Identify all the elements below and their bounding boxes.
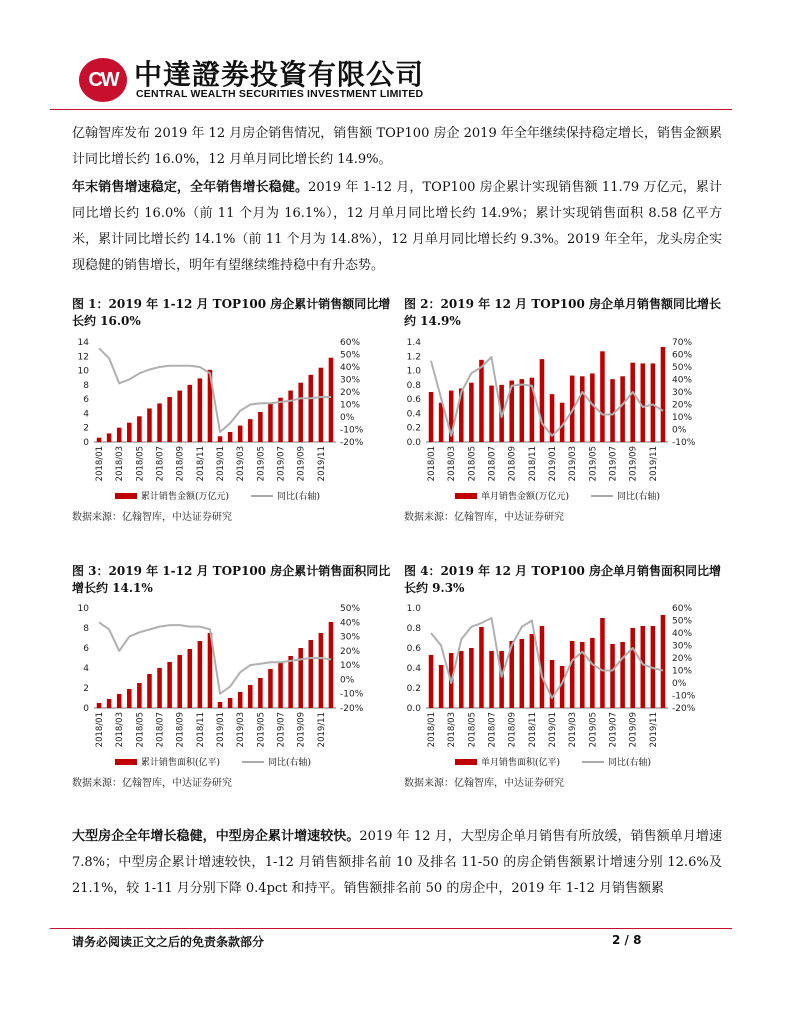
bar-2018/06 xyxy=(479,360,484,442)
bar-2018/03 xyxy=(117,694,122,708)
sales-summary-paragraph xyxy=(72,175,722,279)
left-axis-tick-label: 0.0 xyxy=(406,704,421,714)
right-axis-tick-label: -10% xyxy=(672,438,696,448)
x-tick-label: 2018/07 xyxy=(155,712,166,748)
bar-2019/08 xyxy=(288,656,293,708)
x-tick-label: 2018/01 xyxy=(427,446,438,482)
left-axis-tick-label: 0.8 xyxy=(406,380,421,391)
bar-2019/11 xyxy=(651,363,656,442)
legend-bar-label: 单月销售金额(万亿元) xyxy=(481,492,570,502)
footer-divider xyxy=(50,928,732,929)
left-axis-tick-label: 8 xyxy=(83,380,89,391)
figure-4-source: 数据来源：亿翰智库，中达证券研究 xyxy=(404,778,564,789)
bar-2019/08 xyxy=(288,391,293,442)
bar-2018/05 xyxy=(469,648,474,708)
bar-2018/10 xyxy=(188,385,193,442)
right-axis-tick-label: 30% xyxy=(340,375,361,386)
page-number: 2 / 8 xyxy=(612,933,642,947)
bar-2019/10 xyxy=(641,363,646,442)
bar-2018/01 xyxy=(429,655,434,708)
legend-bar-label: 累计销售金额(万亿元) xyxy=(141,492,230,502)
legend-bar-swatch xyxy=(455,759,477,765)
figure-3-title: 图 3：2019 年 1-12 月 TOP100 房企累计销售面积同比增长约 14.1% xyxy=(72,564,391,595)
figure-4-title: 图 4：2019 年 12 月 TOP100 房企单月销售面积同比增长约 9.3% xyxy=(404,564,721,595)
bar-2019/06 xyxy=(600,618,605,708)
bar-2018/05 xyxy=(137,416,142,442)
right-axis-tick-label: 30% xyxy=(672,388,693,398)
bar-2019/02 xyxy=(228,698,233,708)
left-axis-tick-label: 0.4 xyxy=(406,664,421,674)
figure-2-chart xyxy=(398,332,720,502)
x-tick-label: 2019/07 xyxy=(276,446,287,482)
left-axis-tick-label: 0.4 xyxy=(406,409,421,420)
legend-line-swatch xyxy=(591,495,613,497)
bar-2018/12 xyxy=(540,359,545,442)
bar-2019/06 xyxy=(600,351,605,442)
left-axis-tick-label: 1.4 xyxy=(406,338,421,348)
company-logo-icon: CW xyxy=(79,58,127,102)
x-tick-label: 2018/11 xyxy=(195,712,206,748)
right-axis-tick-label: 10% xyxy=(672,413,693,423)
left-axis-tick-label: 2 xyxy=(83,684,89,694)
bar-2018/08 xyxy=(167,397,172,442)
bar-2019/05 xyxy=(590,373,595,442)
right-axis-tick-label: 10% xyxy=(340,400,361,411)
bar-2018/11 xyxy=(198,641,203,708)
bar-2018/10 xyxy=(520,639,525,708)
x-tick-label: 2018/11 xyxy=(195,446,206,482)
bar-2019/10 xyxy=(309,375,314,442)
x-tick-label: 2019/07 xyxy=(608,712,619,748)
x-tick-label: 2019/11 xyxy=(648,446,659,482)
right-axis-tick-label: 10% xyxy=(340,661,361,672)
figure-3-chart xyxy=(66,598,388,768)
right-axis-tick-label: 50% xyxy=(340,350,361,361)
x-tick-label: 2018/01 xyxy=(95,446,106,482)
bar-2019/01 xyxy=(550,660,555,708)
right-axis-tick-label: 30% xyxy=(672,641,693,652)
bar-2018/10 xyxy=(520,379,525,442)
right-axis-tick-label: 60% xyxy=(672,350,693,361)
legend-bar-label: 单月销售面积(亿平) xyxy=(481,758,561,768)
left-axis-tick-label: 0.6 xyxy=(406,644,421,654)
left-axis-tick-label: 1.2 xyxy=(406,352,421,363)
left-axis-tick-label: 0.2 xyxy=(406,684,421,694)
bar-2019/12 xyxy=(329,622,334,708)
bar-2018/11 xyxy=(198,378,203,442)
x-tick-label: 2018/01 xyxy=(95,712,106,748)
x-tick-label: 2019/03 xyxy=(568,712,579,748)
sales-summary-heading: 年末销售增速稳定，全年销售增长稳健。 xyxy=(72,180,309,195)
right-axis-tick-label: 0% xyxy=(672,679,687,689)
figure-1-chart xyxy=(66,332,388,502)
left-axis-tick-label: 6 xyxy=(83,644,89,654)
legend-bar-label: 累计销售面积(亿平) xyxy=(141,758,221,768)
x-tick-label: 2019/09 xyxy=(296,446,307,482)
header-divider xyxy=(50,109,732,110)
bar-2018/02 xyxy=(439,403,444,442)
right-axis-tick-label: 10% xyxy=(672,666,693,677)
figure-2-title: 图 2：2019 年 12 月 TOP100 房企单月销售额同比增长约 14.9% xyxy=(404,297,721,328)
right-axis-tick-label: 50% xyxy=(672,363,693,373)
bar-2019/12 xyxy=(329,358,334,442)
bar-2018/04 xyxy=(127,423,132,442)
bar-2018/06 xyxy=(147,408,152,442)
x-tick-label: 2019/07 xyxy=(276,712,287,748)
bar-2019/02 xyxy=(228,432,233,442)
bar-2019/06 xyxy=(268,403,273,442)
right-axis-tick-label: 60% xyxy=(672,604,693,614)
x-tick-label: 2018/07 xyxy=(487,712,498,748)
bar-2018/08 xyxy=(167,662,172,708)
figure-1-source: 数据来源：亿翰智库，中达证券研究 xyxy=(72,512,232,523)
x-tick-label: 2019/11 xyxy=(316,712,327,748)
x-tick-label: 2019/09 xyxy=(628,446,639,482)
bar-2019/05 xyxy=(590,638,595,708)
left-axis-tick-label: 0 xyxy=(83,438,89,448)
bar-2019/08 xyxy=(620,376,625,442)
yoy-line xyxy=(431,618,663,698)
bar-2019/05 xyxy=(258,678,263,708)
figure-3-source: 数据来源：亿翰智库，中达证券研究 xyxy=(72,778,232,789)
right-axis-tick-label: 40% xyxy=(672,375,693,386)
bar-2018/09 xyxy=(177,655,182,708)
bar-2018/05 xyxy=(469,383,474,442)
left-axis-tick-label: 14 xyxy=(77,338,89,348)
left-axis-tick-label: 0.2 xyxy=(406,423,421,434)
figure-2-legend xyxy=(455,489,660,502)
bar-2019/04 xyxy=(248,419,253,442)
x-tick-label: 2019/11 xyxy=(648,712,659,748)
right-axis-tick-label: 60% xyxy=(340,338,361,348)
company-size-body: 2019 年 12 月，大型房企单月销售有所放缓，销售额单月增速 7.8%；中型房企累计增速较快，1-12 月销售额排名前 10 及排名 11-50 的房企销售额累计增速分别 12.6%及 21.1%，较 1-11 月分别下降 0.4pct 和持平。销售额排名前 50 的房企中，2019 年 1-12 月销售额累 xyxy=(72,829,722,896)
left-axis-tick-label: 0.8 xyxy=(406,624,421,634)
bar-2018/07 xyxy=(157,403,162,442)
figure-4-chart xyxy=(398,598,720,768)
left-axis-tick-label: 12 xyxy=(77,352,89,363)
left-axis-tick-label: 0.0 xyxy=(406,438,421,448)
bar-2018/08 xyxy=(499,651,504,708)
x-tick-label: 2018/05 xyxy=(135,446,146,482)
bar-2019/12 xyxy=(661,347,666,442)
company-name-cn: 中達證劵投資有限公司 xyxy=(134,58,425,91)
bar-2018/04 xyxy=(459,651,464,708)
left-axis-tick-label: 0 xyxy=(83,704,89,714)
bar-2018/02 xyxy=(107,433,112,442)
bar-2018/06 xyxy=(147,674,152,708)
bar-2018/07 xyxy=(489,386,494,442)
x-tick-label: 2018/03 xyxy=(115,712,126,748)
right-axis-tick-label: 20% xyxy=(672,654,693,664)
legend-line-swatch xyxy=(242,761,264,763)
x-tick-label: 2018/11 xyxy=(527,446,538,482)
x-tick-label: 2019/09 xyxy=(296,712,307,748)
bar-2018/11 xyxy=(530,634,535,708)
bar-2019/01 xyxy=(218,702,223,708)
bar-2018/04 xyxy=(127,689,132,708)
company-size-heading: 大型房企全年增长稳健，中型房企累计增速较快。 xyxy=(72,829,360,844)
figure-3-legend xyxy=(115,755,311,768)
bar-2019/04 xyxy=(580,376,585,442)
bar-2019/06 xyxy=(268,669,273,708)
x-tick-label: 2019/05 xyxy=(256,712,267,748)
bar-2018/02 xyxy=(107,699,112,708)
right-axis-tick-label: 50% xyxy=(340,604,361,614)
bar-2019/07 xyxy=(278,398,283,442)
right-axis-tick-label: 20% xyxy=(672,400,693,411)
right-axis-tick-label: -20% xyxy=(340,704,364,714)
left-axis-tick-label: 8 xyxy=(83,624,89,634)
bar-2018/01 xyxy=(429,392,434,442)
left-axis-tick-label: 10 xyxy=(77,366,89,377)
right-axis-tick-label: 0% xyxy=(672,425,687,436)
x-tick-label: 2018/09 xyxy=(175,712,186,748)
left-axis-tick-label: 6 xyxy=(83,395,89,406)
bar-2018/10 xyxy=(188,649,193,708)
company-name-en: CENTRAL WEALTH SECURITIES INVESTMENT LIMITED xyxy=(136,88,424,100)
right-axis-tick-label: -20% xyxy=(340,438,364,448)
bar-2018/03 xyxy=(117,428,122,442)
right-axis-tick-label: -10% xyxy=(340,689,364,700)
bar-2018/01 xyxy=(97,438,102,442)
x-tick-label: 2018/07 xyxy=(487,446,498,482)
footer-disclaimer: 请务必阅读正文之后的免责条款部分 xyxy=(72,935,265,949)
bar-2019/09 xyxy=(630,628,635,708)
bar-2018/07 xyxy=(489,651,494,708)
right-axis-tick-label: -10% xyxy=(672,691,696,702)
bar-2019/08 xyxy=(620,642,625,708)
right-axis-tick-label: 30% xyxy=(340,632,361,643)
right-axis-tick-label: 0% xyxy=(340,675,355,686)
bar-2019/03 xyxy=(238,692,243,708)
figure-1-legend xyxy=(115,489,320,502)
yoy-line xyxy=(431,357,663,436)
x-tick-label: 2018/03 xyxy=(115,446,126,482)
right-axis-tick-label: 20% xyxy=(340,388,361,398)
figure-4-legend xyxy=(455,755,651,768)
bar-2019/10 xyxy=(309,640,314,708)
x-tick-label: 2019/03 xyxy=(568,446,579,482)
bar-2019/05 xyxy=(258,412,263,442)
right-axis-tick-label: 40% xyxy=(340,618,361,629)
bar-2019/07 xyxy=(278,662,283,708)
x-tick-label: 2018/05 xyxy=(467,446,478,482)
bar-2018/07 xyxy=(157,668,162,708)
right-axis-tick-label: 70% xyxy=(672,338,693,348)
legend-line-label: 同比(右轴) xyxy=(617,492,661,502)
x-tick-label: 2019/11 xyxy=(316,446,327,482)
figure-2-source: 数据来源：亿翰智库，中达证券研究 xyxy=(404,512,564,523)
left-axis-tick-label: 1.0 xyxy=(406,604,421,614)
legend-bar-swatch xyxy=(455,493,477,499)
legend-line-swatch xyxy=(582,761,604,763)
x-tick-label: 2019/09 xyxy=(628,712,639,748)
bar-2019/09 xyxy=(298,383,303,442)
intro-paragraph: 亿翰智库发布 2019 年 12 月房企销售情况，销售额 TOP100 房企 2019 年全年继续保持稳定增长，销售金额累计同比增长约 16.0%，12 月单月同比增长约 14.9%。 xyxy=(72,126,722,167)
legend-line-label: 同比(右轴) xyxy=(608,758,652,768)
bar-2018/01 xyxy=(97,703,102,708)
x-tick-label: 2019/05 xyxy=(588,446,599,482)
x-tick-label: 2019/01 xyxy=(216,446,227,482)
x-tick-label: 2018/01 xyxy=(427,712,438,748)
x-tick-label: 2018/05 xyxy=(467,712,478,748)
x-tick-label: 2019/03 xyxy=(236,446,247,482)
left-axis-tick-label: 4 xyxy=(83,409,89,420)
x-tick-label: 2018/03 xyxy=(447,712,458,748)
bar-2019/09 xyxy=(298,648,303,708)
x-tick-label: 2019/01 xyxy=(548,446,559,482)
bar-2019/04 xyxy=(248,685,253,708)
legend-line-swatch xyxy=(251,495,273,497)
right-axis-tick-label: 0% xyxy=(340,413,355,423)
bar-2018/02 xyxy=(439,665,444,708)
bar-2018/09 xyxy=(177,391,182,442)
bar-2019/03 xyxy=(238,426,243,442)
bar-2019/11 xyxy=(319,368,324,442)
legend-bar-swatch xyxy=(115,759,137,765)
x-tick-label: 2019/05 xyxy=(588,712,599,748)
legend-bar-swatch xyxy=(115,493,137,499)
yoy-line xyxy=(99,622,331,693)
bar-2019/12 xyxy=(661,615,666,708)
right-axis-tick-label: 40% xyxy=(672,629,693,639)
bar-2019/07 xyxy=(610,379,615,442)
bar-2019/01 xyxy=(218,436,223,442)
right-axis-tick-label: 40% xyxy=(340,363,361,373)
left-axis-tick-label: 2 xyxy=(83,423,89,434)
right-axis-tick-label: 20% xyxy=(340,646,361,657)
bar-2018/05 xyxy=(137,683,142,708)
x-tick-label: 2018/03 xyxy=(447,446,458,482)
right-axis-tick-label: -20% xyxy=(672,704,696,714)
bar-2018/06 xyxy=(479,627,484,708)
left-axis-tick-label: 0.6 xyxy=(406,395,421,406)
left-axis-tick-label: 10 xyxy=(77,604,89,614)
bar-2019/09 xyxy=(630,363,635,442)
x-tick-label: 2018/11 xyxy=(527,712,538,748)
x-tick-label: 2019/03 xyxy=(236,712,247,748)
x-tick-label: 2018/09 xyxy=(175,446,186,482)
figure-1-title: 图 1：2019 年 1-12 月 TOP100 房企累计销售额同比增长约 16.0% xyxy=(72,297,391,328)
x-tick-label: 2019/05 xyxy=(256,446,267,482)
x-tick-label: 2018/09 xyxy=(507,712,518,748)
x-tick-label: 2018/07 xyxy=(155,446,166,482)
bar-2019/07 xyxy=(610,644,615,708)
yoy-line xyxy=(99,348,331,432)
company-size-paragraph xyxy=(72,824,722,902)
left-axis-tick-label: 4 xyxy=(83,664,89,674)
x-tick-label: 2019/01 xyxy=(548,712,559,748)
x-tick-label: 2019/07 xyxy=(608,446,619,482)
right-axis-tick-label: -10% xyxy=(340,425,364,436)
x-tick-label: 2018/09 xyxy=(507,446,518,482)
bar-2019/11 xyxy=(319,633,324,708)
legend-line-label: 同比(右轴) xyxy=(277,492,321,502)
left-axis-tick-label: 1.0 xyxy=(406,366,421,377)
x-tick-label: 2019/01 xyxy=(216,712,227,748)
x-tick-label: 2018/05 xyxy=(135,712,146,748)
bar-2019/10 xyxy=(641,626,646,708)
right-axis-tick-label: 50% xyxy=(672,616,693,627)
bar-2019/03 xyxy=(570,641,575,708)
legend-line-label: 同比(右轴) xyxy=(268,758,312,768)
sales-summary-body: 2019 年 1-12 月，TOP100 房企累计实现销售额 11.79 万亿元，累计同比增长约 16.0%（前 11 个月为 16.1%），12 月单月同比增长约 14.9%；累计实现销售面积 8.58 亿平方米，累计同比增长约 14.1%（前 11 个月为 14.8%），12 月单月同比增长约 9.3%。2019 年全年，龙头房企实现稳健的销售增长，明年有望继续维持稳中有升态势。 xyxy=(72,180,722,273)
